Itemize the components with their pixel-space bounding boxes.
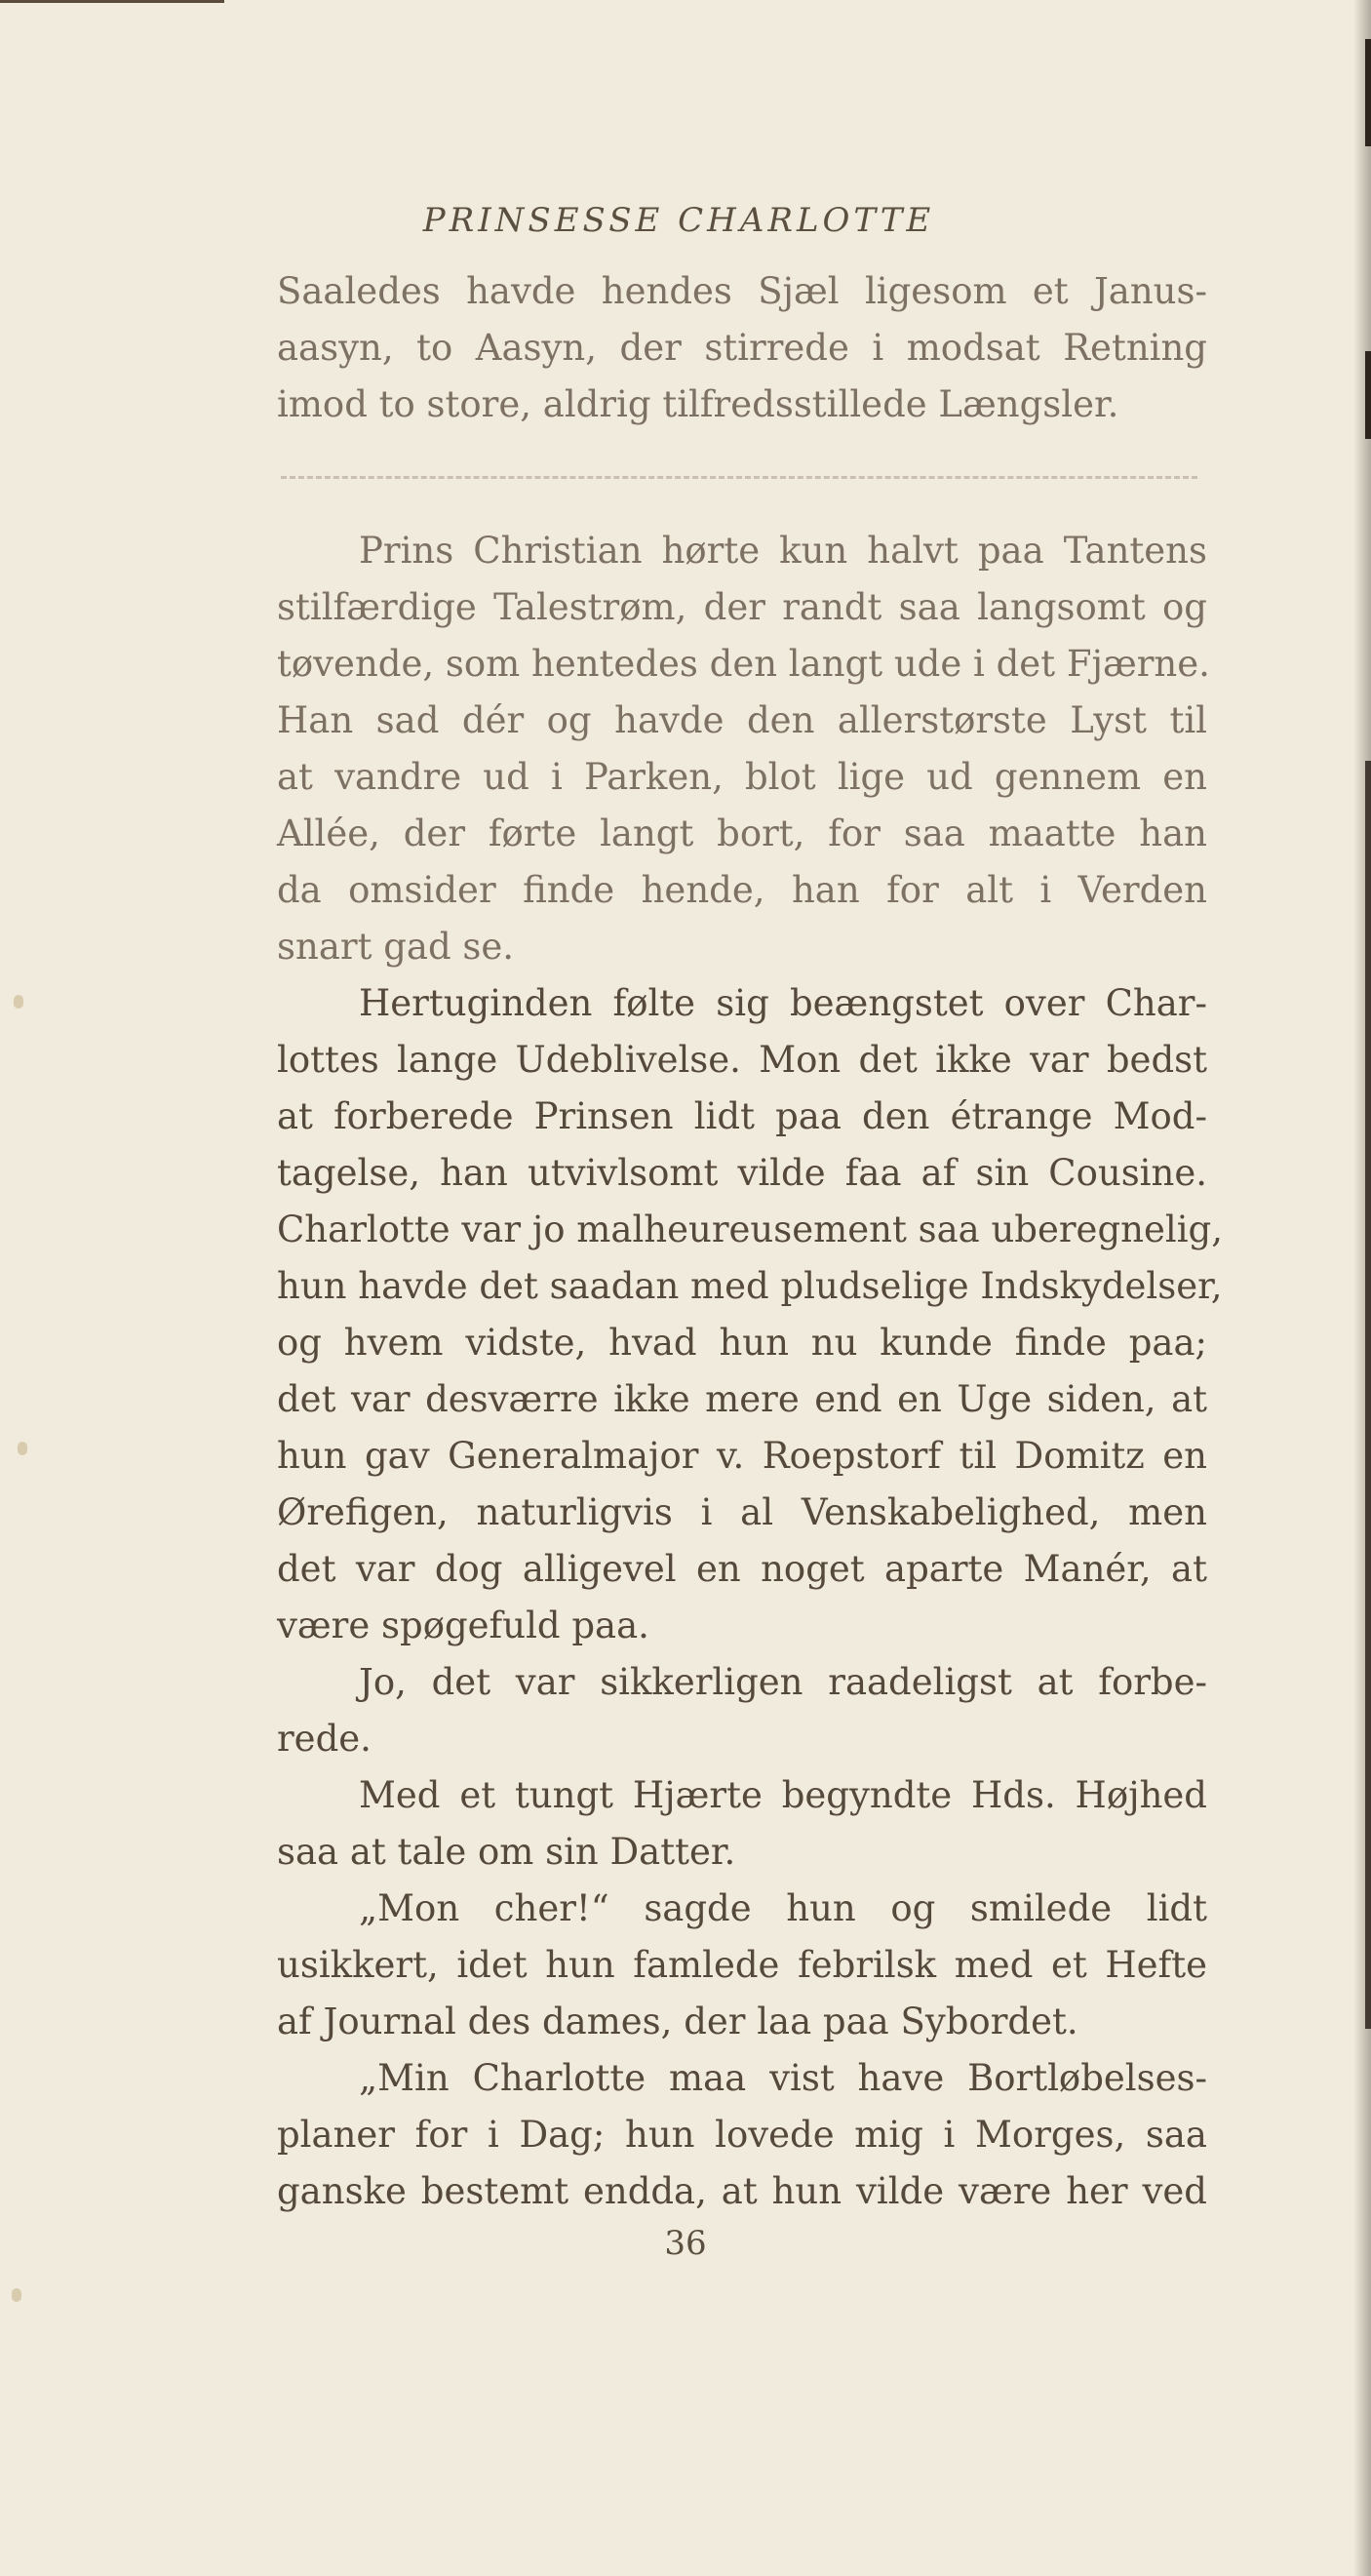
text-line: af Journal des dames, der laa paa Sybordet.	[277, 2001, 1078, 2042]
text-line: det var desværre ikke mere end en Uge siden, at	[277, 1378, 1207, 1420]
text-line: snart gad se.	[277, 926, 515, 968]
text-line: Charlotte var jo malheureusement saa uberegnelig,	[277, 1209, 1223, 1250]
body-text	[277, 263, 1223, 2220]
text-line: Han sad dér og havde den allerstørste Lyst til	[277, 699, 1207, 741]
text-line: og hvem vidste, hvad hun nu kunde finde paa;	[277, 1322, 1207, 1364]
text-line: tagelse, han utvivlsomt vilde faa af sin Cousine.	[277, 1152, 1207, 1194]
text-line: Hertuginden følte sig beængstet over Char-	[359, 982, 1207, 1024]
margin-speck	[14, 995, 23, 1009]
margin-speck	[18, 1442, 27, 1455]
text-line: være spøgefuld paa.	[277, 1605, 649, 1646]
text-line: lottes lange Udeblivelse. Mon det ikke var bedst	[277, 1039, 1207, 1081]
text-line: at vandre ud i Parken, blot lige ud gennem en	[277, 756, 1207, 798]
text-line: hun gav Generalmajor v. Roepstorf til Domitz en	[277, 1435, 1207, 1477]
text-line: det var dog alligevel en noget aparte Manér, at	[277, 1548, 1207, 1590]
text-line: stilfærdige Talestrøm, der randt saa langsomt og	[277, 586, 1207, 628]
text-line: aasyn, to Aasyn, der stirrede i modsat Retning	[277, 327, 1207, 369]
text-line: Prins Christian hørte kun halvt paa Tantens	[359, 530, 1207, 572]
text-line: imod to store, aldrig tilfredsstillede Længsler.	[277, 383, 1119, 425]
margin-speck	[12, 2288, 21, 2302]
page-number: 36	[664, 2224, 707, 2263]
text-line: „Mon cher!“ sagde hun og smilede lidt	[359, 1887, 1207, 1929]
section-separator	[277, 433, 1207, 523]
text-line: Jo, det var sikkerligen raadeligst at forbe-	[359, 1661, 1207, 1703]
text-line: hun havde det saadan med pludselige Indskydelser,	[277, 1265, 1223, 1307]
text-line: saa at tale om sin Datter.	[277, 1831, 736, 1873]
text-line: ganske bestemt endda, at hun vilde være her ved	[277, 2170, 1207, 2212]
spine-mark	[1365, 39, 1371, 146]
text-line: rede.	[277, 1718, 372, 1760]
text-line: at forberede Prinsen lidt paa den étrange Mod-	[277, 1095, 1207, 1137]
text-line: Ørefigen, naturligvis i al Venskabelighed, men	[277, 1491, 1207, 1533]
text-line: planer for i Dag; hun lovede mig i Morges, saa	[277, 2114, 1207, 2156]
text-line: „Min Charlotte maa vist have Bortløbelses-	[359, 2057, 1207, 2099]
spine-mark	[1365, 761, 1371, 2029]
text-line: da omsider finde hende, han for alt i Verden	[277, 869, 1207, 911]
text-line: tøvende, som hentedes den langt ude i det Fjærne.	[277, 643, 1210, 685]
text-line: Allée, der førte langt bort, for saa maatte han	[277, 812, 1207, 854]
text-line: usikkert, idet hun famlede febrilsk med et Hefte	[277, 1944, 1207, 1986]
spine-mark	[1365, 351, 1371, 439]
text-line: Med et tungt Hjærte begyndte Hds. Højhed	[359, 1774, 1207, 1816]
running-head: PRINSESSE CHARLOTTE	[422, 201, 935, 240]
text-line: Saaledes havde hendes Sjæl ligesom et Janus-	[277, 270, 1207, 312]
top-edge-rule	[0, 0, 224, 3]
